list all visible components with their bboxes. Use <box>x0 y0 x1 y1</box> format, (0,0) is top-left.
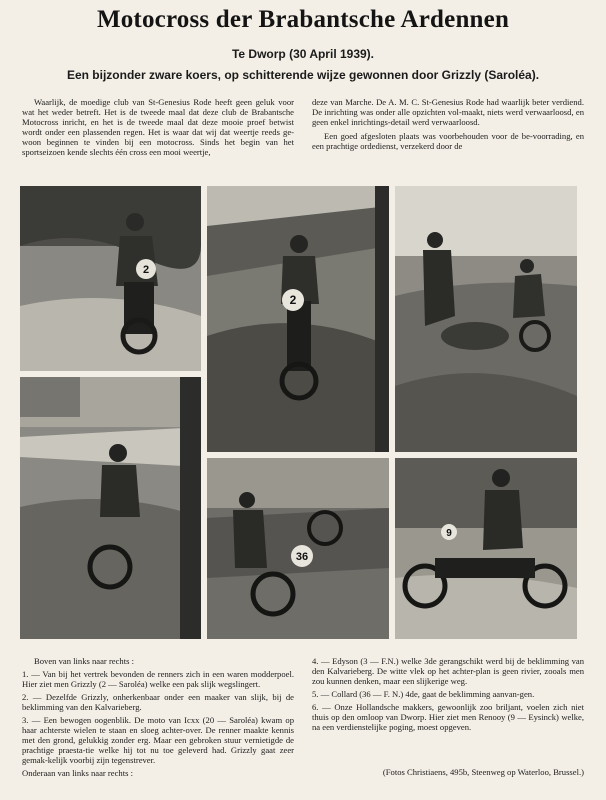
photo-credit: (Fotos Christiaens, 495b, Steenweg op Waterloo, Brussel.) <box>382 767 584 777</box>
race-number: 36 <box>295 551 309 563</box>
photo-image <box>20 186 201 371</box>
caption-heading: Onderaan van links naar rechts : <box>22 768 133 778</box>
caption-item: 1. — Van bij het vertrek bevonden de renners zich in een waren modderpoel. Hier ziet men Grizzly (2 — Saroléa) welke een pak slijk wegslingert. <box>22 669 294 689</box>
intro-paragraph: deze van Marche. De A. M. C. St-Genesius Rode had waarlijk beter verdiend. De inrichting was onder alle opzichten vol-maakt, niets werd verwaarloosd, en geen enkel inrichtings-detail werd verwaarloosd. <box>312 97 584 127</box>
photo-image <box>20 377 201 639</box>
caption-item: 3. — Een bewogen oogenblik. De moto van Icxx (20 — Saroléa) kwam op haar achterste wielen te staan en sloeg achter-over. De renner maakte kennis met den grond, gelukkig zonder erg. Maar een gebroken stuur vernietigde de prachtige praesta-tie welke hij tot nu toe geleverd had. Grizzly gaat zeer gemak-kelijk voorbij zijn tegenstrever. <box>22 715 294 765</box>
photo-icx-fall <box>395 186 577 452</box>
article-subtitle: Een bijzonder zware koers, op schitterende wijze gewonnen door Grizzly (Saroléa). <box>66 68 540 82</box>
intro-column-left <box>22 97 294 161</box>
intro-paragraph: Een goed afgesloten plaats was voorbehouden voor de be-voorrading, en een prachtige ordedienst, verzekerd door de <box>312 131 584 151</box>
photo-rider-2-start <box>20 186 201 371</box>
caption-column-right <box>312 656 584 735</box>
intro-paragraph: Waarlijk, de moedige club van St-Genesius Rode heeft geen geluk voor wat het weder betreft. Het is de tweede maal dat deze club de Brabantsche Motocross inricht, en het is de tweede maal dat deze mooie proef betwist wordt onder een plassenden regen. Het is waar dat wij dat weertje reeds ge-woon beginnen te vinden bij een motocross. Sinds het begin van het sportseizoen kende slechts één cross een mooi weertje, <box>22 97 294 157</box>
photo-renooy-9 <box>395 458 577 639</box>
photo-image <box>395 458 577 639</box>
caption-heading: Boven van links naar rechts : <box>34 656 134 666</box>
photo-grizzly-climb <box>207 186 389 452</box>
caption-column-left <box>22 656 294 781</box>
race-number: 9 <box>446 528 452 539</box>
photo-image <box>395 186 577 452</box>
caption-item: 2. — Dezelfde Grizzly, onherkenbaar onder een maaker van slijk, bij de beklimming van den Kalvarieberg. <box>22 692 294 712</box>
caption-item: 5. — Collard (36 — F. N.) 4de, gaat de beklimming aanvan-gen. <box>312 689 535 699</box>
photo-image <box>207 186 389 452</box>
caption-item: 6. — Onze Hollandsche makkers, gewoonlijk zoo briljant, voelen zich niet thuis op den omloop van Dworp. Hier ziet men Renooy (9 — Eysinck) welke, na een verdienstelijke poging, moest opgeven. <box>312 702 584 732</box>
race-number: 2 <box>142 264 150 276</box>
race-number: 2 <box>289 293 297 307</box>
event-date: Te Dworp (30 April 1939). <box>231 47 375 61</box>
photo-rider-muddy-path <box>20 377 201 639</box>
intro-column-right <box>312 97 584 155</box>
photo-image <box>207 458 389 639</box>
page-title: Motocross der Brabantsche Ardennen <box>96 6 510 33</box>
caption-item: 4. — Edyson (3 — F.N.) welke 3de gerangschikt werd bij de beklimming van den Kalvarieberg. De witte vlek op het achter-plan is geen rivier, zooals men zou kunnen denken, maar een slijkerige weg. <box>312 656 584 686</box>
photo-rider-36-collard <box>207 458 389 639</box>
